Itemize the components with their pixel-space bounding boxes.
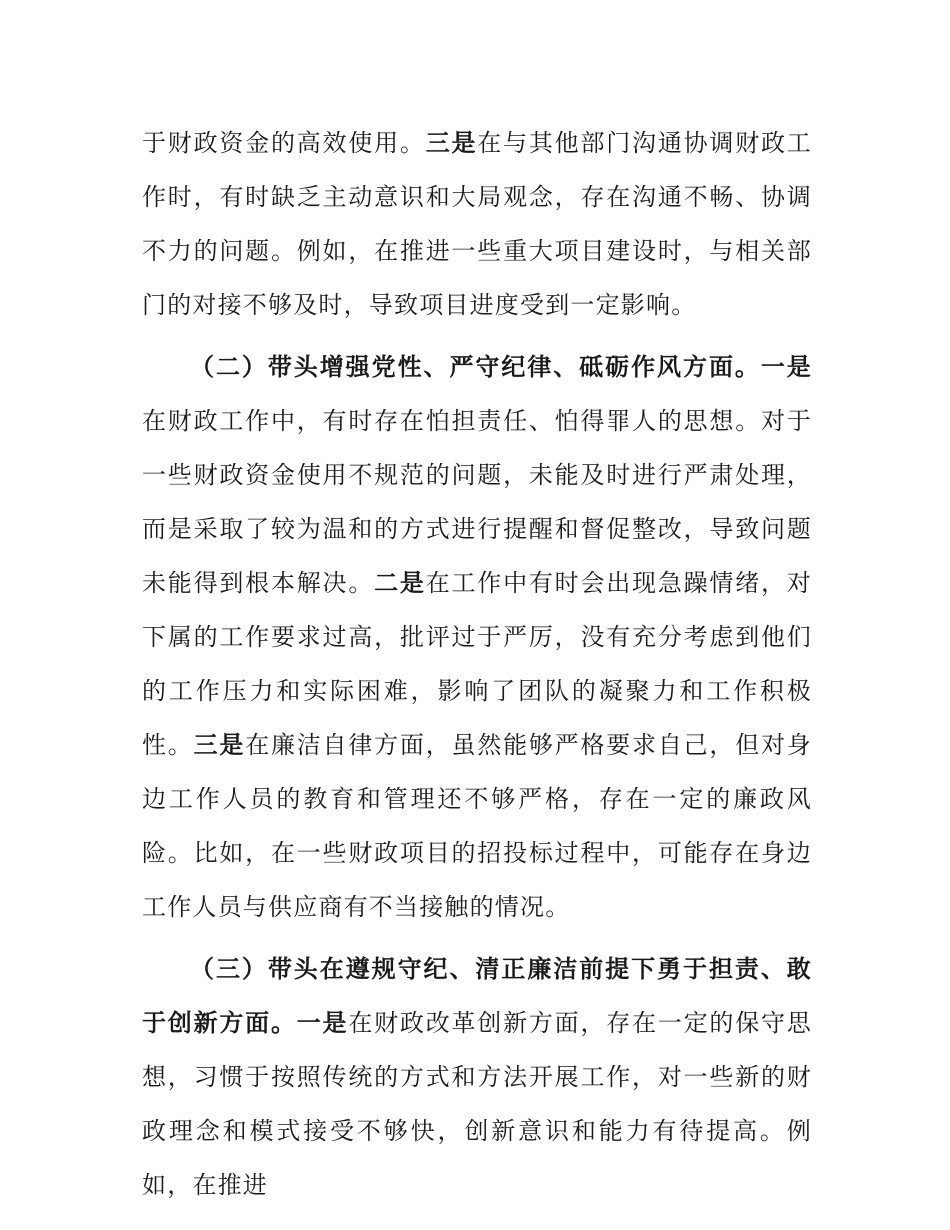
section-three-keyword-yishi: 一是 [296, 1009, 349, 1037]
section-two-keyword-sanshi: 三是 [193, 731, 246, 759]
section-two-segment-5: 在工作中有时会出现急躁情绪，对下属的工作要求过高，批评过于严厉，没有充分考虑到他们的工作压力和实际困难，影响了团队的凝聚力和工作积极性。 [142, 569, 812, 759]
section-two-segment-7: 在廉洁自律方面，虽然能够严格要求自己，但对身边工作人员的教育和管理还不够严格，存在一定的廉政风险。比如，在一些财政项目的招投标过程中，可能存在身边工作人员与供应商有不当接触的情况。 [142, 731, 813, 921]
document-page [142, 116, 812, 1212]
paragraph-gap [142, 934, 812, 942]
section-two-heading: （二）带头增强党性、严守纪律、砥砺作风方面。 [190, 353, 761, 381]
section-three-heading: （三）带头在遵规守纪、清正廉洁前提下勇于担责、敢于创新方面。 [142, 955, 812, 1037]
paragraph-1-keyword-sanshi: 三是 [425, 129, 478, 157]
paragraph-gap [142, 332, 812, 340]
section-two-keyword-ershi: 二是 [374, 569, 426, 597]
section-three-segment-3: 在财政改革创新方面，存在一定的保守思想，习惯于按照传统的方式和方法开展工作，对一些新的财政理念和模式接受不够快，创新意识和能力有待提高。例如，在推进 [142, 1009, 812, 1199]
paragraph-section-two [142, 340, 812, 934]
section-two-keyword-yishi: 一是 [760, 353, 812, 381]
paragraph-1-segment-1: 于财政资金的高效使用。 [142, 129, 426, 157]
paragraph-section-three [142, 942, 812, 1212]
section-two-segment-3: 在财政工作中，有时存在怕担责任、怕得罪人的思想。对于一些财政资金使用不规范的问题，未能及时进行严肃处理，而是采取了较为温和的方式进行提醒和督促整改，导致问题未能得到根本解决。 [142, 407, 812, 597]
paragraph-continuation [142, 116, 812, 332]
paragraph-1-segment-3: 在与其他部门沟通协调财政工作时，有时缺乏主动意识和大局观念，存在沟通不畅、协调不力的问题。例如，在推进一些重大项目建设时，与相关部门的对接不够及时，导致项目进度受到一定影响。 [142, 129, 812, 319]
